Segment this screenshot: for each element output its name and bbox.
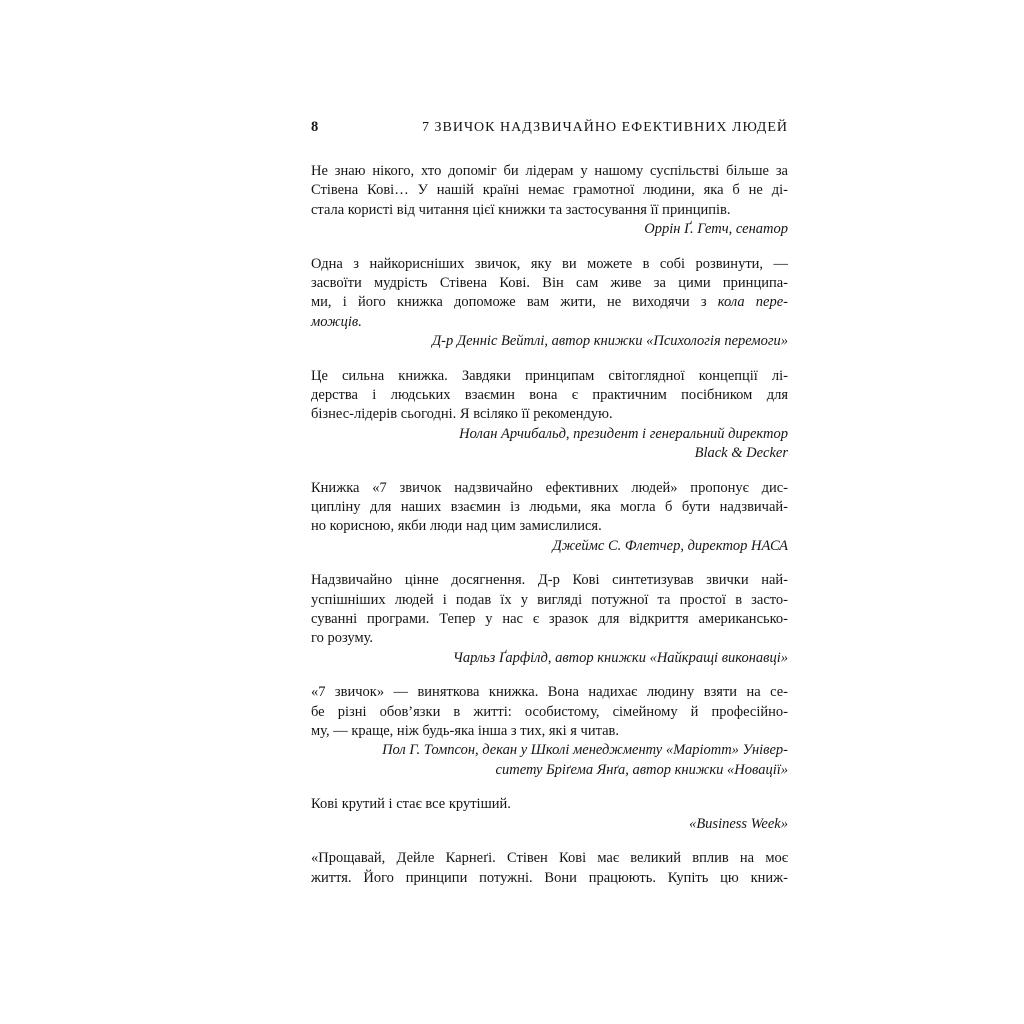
testimonials-page-body bbox=[311, 162, 788, 888]
testimonial-businessweek bbox=[311, 795, 788, 834]
testimonial-line: Не знаю нікого, хто допоміг би лідерам у нашому суспільстві більше за bbox=[311, 163, 788, 179]
attribution-line: Black & Decker bbox=[694, 444, 788, 461]
testimonial-line: му, — краще, ніж будь-яка інша з тих, які я читав. bbox=[311, 722, 619, 739]
testimonial-line: Кові крутий і стає все крутіший. bbox=[311, 796, 511, 813]
testimonial-line: Це сильна книжка. Завдяки принципам світоглядної концепції лі- bbox=[311, 367, 788, 384]
testimonial-line: дерства і людських взаємин вона є практичним посібником для bbox=[311, 386, 788, 403]
testimonial-line-normal-part: ми, і його книжка допоможе вам жити, не виходячи з bbox=[311, 294, 718, 311]
testimonial-line: життя. Його принципи потужні. Вони працюють. Купіть цю книж- bbox=[311, 869, 788, 886]
testimonial-line: бізнес-лідерів сьогодні. Я всіляко її рекомендую. bbox=[311, 406, 613, 423]
testimonial-garfield bbox=[311, 571, 788, 667]
testimonial-line: но корисною, якби люди над цим замислилися. bbox=[311, 518, 602, 535]
testimonial-line: бе різні обов’язки в житті: особистому, сімейному й професійно- bbox=[311, 703, 788, 720]
testimonial-line: засвоїти мудрість Стівена Кові. Він сам живе за цими принципа- bbox=[311, 274, 788, 291]
testimonial-line: успішніших людей і подав їх у вигляді потужної та простої в засто- bbox=[311, 591, 788, 608]
testimonial-line: Одна з найкорисніших звичок, яку ви можете в собі розвинути, — bbox=[311, 255, 788, 272]
testimonial-fletcher bbox=[311, 479, 788, 556]
attribution-line: Нолан Арчибальд, президент і генеральний директор bbox=[459, 425, 788, 442]
testimonial-line: Книжка «7 звичок надзвичайно ефективних людей» пропонує дис- bbox=[311, 479, 788, 496]
page-number: 8 bbox=[311, 119, 319, 135]
attribution-line: Пол Г. Томпсон, декан у Школі менеджменту «Маріотт» Універ- bbox=[382, 742, 788, 759]
testimonial-line: «Прощавай, Дейле Карнеґі. Стівен Кові має великий вплив на моє bbox=[311, 850, 788, 867]
running-title: 7 ЗВИЧОК НАДЗВИЧАЙНО ЕФЕКТИВНИХ ЛЮДЕЙ bbox=[421, 120, 788, 135]
testimonial-line: Надзвичайно цінне досягнення. Д-р Кові синтетизував звички най- bbox=[311, 572, 788, 589]
testimonial-line: суванні програми. Тепер у нас є зразок для відкриття американсько- bbox=[311, 610, 788, 627]
testimonial-hatch bbox=[311, 162, 788, 239]
attribution-line: Чарльз Ґарфілд, автор книжки «Найкращі виконавці» bbox=[452, 649, 788, 666]
running-head bbox=[311, 119, 788, 136]
testimonial-line: стала користі від читання цієї книжки та застосування її принципів. bbox=[311, 201, 731, 218]
testimonial-line bbox=[311, 293, 788, 312]
testimonial-line: го розуму. bbox=[311, 630, 374, 647]
attribution-line: Джеймс С. Флетчер, директор НАСА bbox=[552, 537, 788, 554]
testimonial-line: «7 звичок» — виняткова книжка. Вона надихає людину взяти на се- bbox=[311, 684, 788, 701]
testimonial-thompson bbox=[311, 683, 788, 779]
testimonial-line: ципліну для наших взаємин із людьми, яка могла б бути надзвичай- bbox=[311, 498, 788, 515]
attribution-line: Оррін Ґ. Гетч, сенатор bbox=[644, 220, 788, 237]
testimonial-carnegie-farewell bbox=[311, 849, 788, 888]
testimonial-archibald bbox=[311, 367, 788, 463]
attribution-line: Д-р Денніс Вейтлі, автор книжки «Психологія перемоги» bbox=[431, 332, 788, 349]
testimonial-line-italic-part: кола пере- bbox=[717, 294, 788, 311]
testimonial-line: можців. bbox=[311, 313, 362, 330]
testimonial-waitley bbox=[311, 255, 788, 351]
testimonial-line: Стівена Кові… У нашій країні немає грамотної людини, яка б не ді- bbox=[311, 182, 788, 199]
attribution-line: ситету Бріґема Янґа, автор книжки «Новації» bbox=[495, 761, 788, 778]
attribution-line: «Business Week» bbox=[689, 815, 788, 832]
